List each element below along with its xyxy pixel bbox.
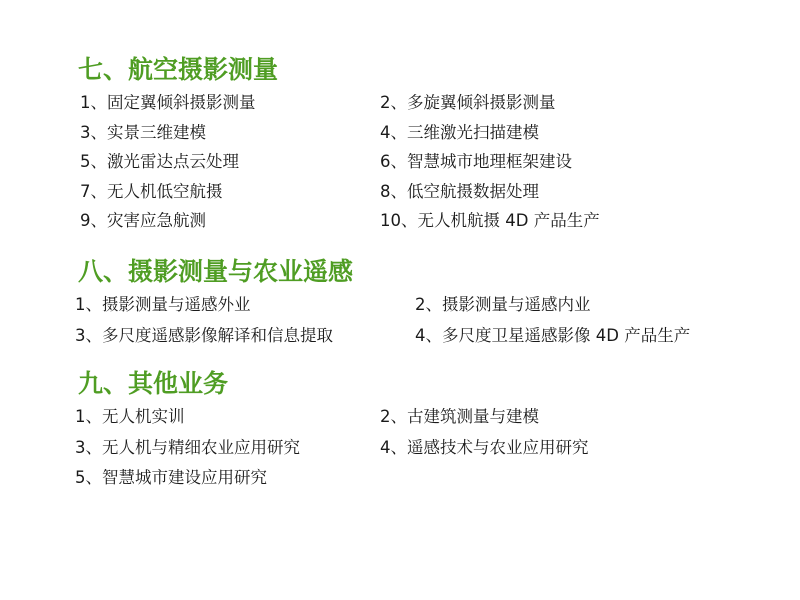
list-item: [75, 409, 760, 426]
section-title: 七、航空摄影测量: [78, 55, 279, 84]
list-item: [80, 95, 760, 112]
list-item-left: 7、无人机低空航摄: [80, 181, 223, 201]
list-item-right: 2、多旋翼倾斜摄影测量: [380, 93, 556, 113]
list-item: [80, 154, 760, 171]
list-item: [80, 181, 760, 201]
list-item-left: 3、多尺度遥感影像解译和信息提取: [75, 325, 333, 345]
list-item-right: 10、无人机航摄 4D 产品生产: [380, 211, 600, 231]
section-item-list: [75, 297, 760, 344]
list-item: [80, 122, 760, 142]
list-item: [80, 213, 760, 230]
list-item: [75, 297, 760, 314]
list-item-left: 1、无人机实训: [75, 407, 185, 427]
section-title: 八、摄影测量与农业遥感: [78, 256, 354, 286]
section-photogrammetry-agriculture-remote-sensing: [40, 256, 760, 344]
section-title: 九、其他业务: [78, 369, 229, 398]
section-other-services: [40, 368, 760, 487]
section-aerial-photogrammetry: [40, 54, 760, 230]
list-item-left: 5、激光雷达点云处理: [80, 152, 239, 172]
list-item-right: 2、古建筑测量与建模: [380, 407, 539, 427]
list-item: [75, 325, 760, 345]
list-item-left: 5、智慧城市建设应用研究: [75, 468, 267, 488]
list-item-left: 3、实景三维建模: [80, 122, 206, 142]
list-item-left: 1、摄影测量与遥感外业: [75, 295, 251, 314]
list-item-right: 2、摄影测量与遥感内业: [415, 295, 591, 314]
section-item-list: [75, 409, 760, 487]
list-item-left: 9、灾害应急航测: [80, 211, 206, 231]
section-item-list: [80, 95, 760, 230]
list-item: [75, 470, 760, 487]
list-item-right: 8、低空航摄数据处理: [380, 181, 539, 201]
list-item-left: 3、无人机与精细农业应用研究: [75, 437, 300, 457]
list-item-right: 4、遥感技术与农业应用研究: [380, 437, 589, 457]
list-item: [75, 437, 760, 457]
list-item-right: 4、多尺度卫星遥感影像 4D 产品生产: [415, 325, 691, 345]
list-item-right: 6、智慧城市地理框架建设: [380, 152, 572, 172]
list-item-right: 4、三维激光扫描建模: [380, 122, 539, 142]
list-item-left: 1、固定翼倾斜摄影测量: [80, 93, 256, 113]
